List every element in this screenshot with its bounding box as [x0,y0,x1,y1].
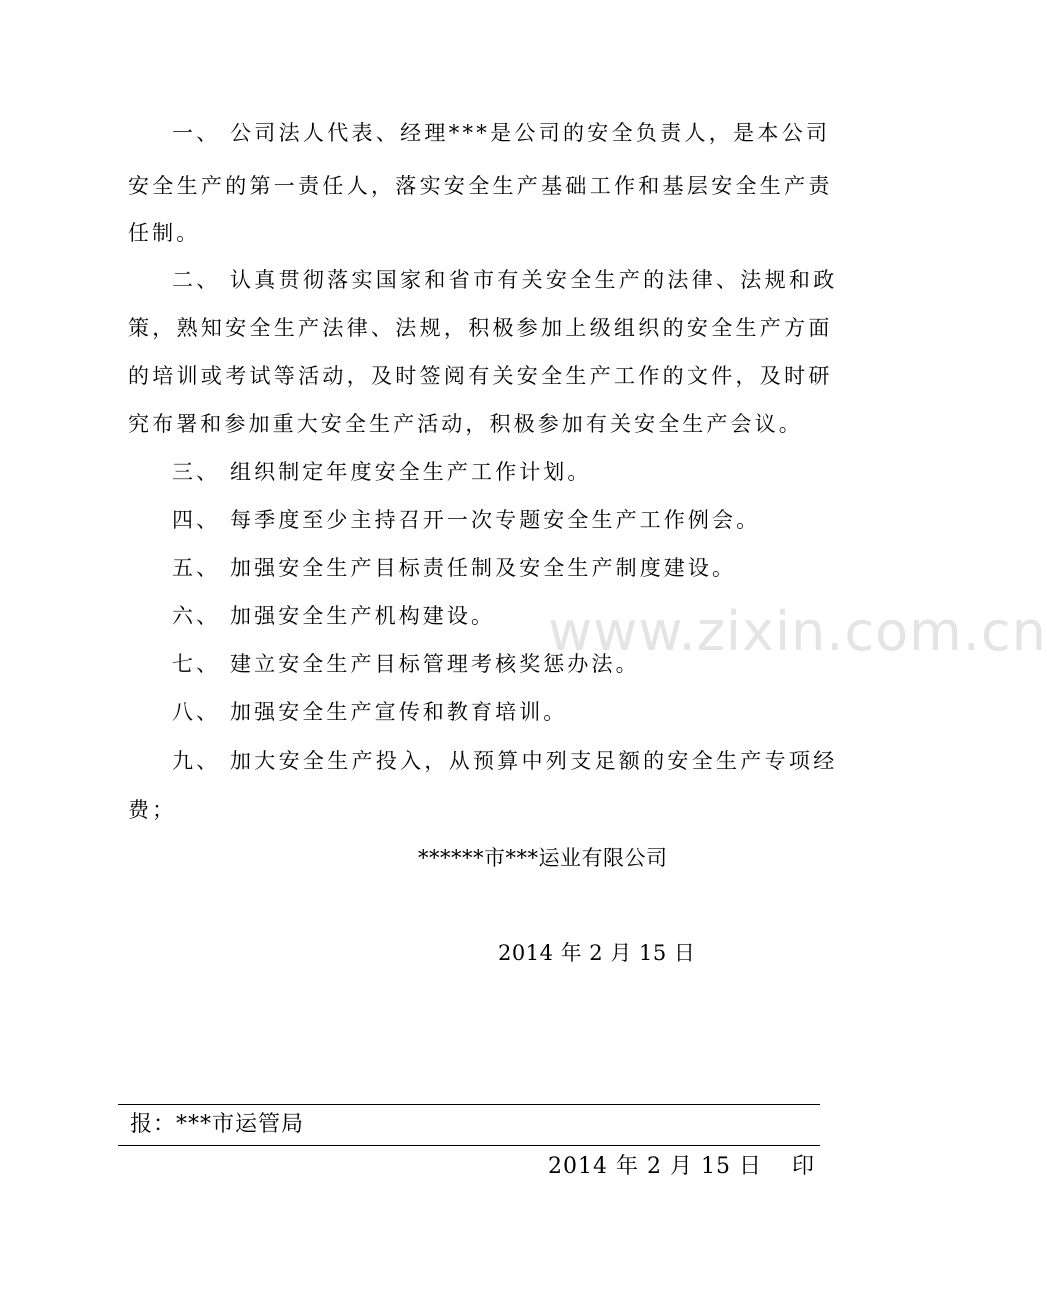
paragraph-text: 组织制定年度安全生产工作计划。 [230,460,592,484]
item-number: 七、 [172,652,221,676]
paragraph-8 [172,697,567,727]
paragraph-2-line-4: 究布署和参加重大安全生产活动，积极参加有关安全生产会议。 [128,412,803,436]
item-number: 八、 [172,700,221,724]
paragraph-1-line-1 [172,118,830,148]
paragraph-7 [172,649,640,679]
paragraph-text: 加强安全生产目标责任制及安全生产制度建设。 [230,556,737,580]
paragraph-5 [172,553,736,583]
item-number: 三、 [172,460,221,484]
paragraph-1-line-3: 任制。 [128,221,201,245]
paragraph-text: 建立安全生产目标管理考核奖惩办法。 [230,652,640,676]
item-number: 一、 [172,121,221,145]
item-number: 九、 [172,749,221,773]
footer-date-text: 2014 年 2 月 15 日 [548,1154,762,1179]
paragraph-1-line-2: 安全生产的第一责任人，落实安全生产基础工作和基层安全生产责 [128,174,833,198]
paragraph-text: 加强安全生产机构建设。 [230,604,496,628]
item-number: 五、 [172,556,221,580]
paragraph-6 [172,601,495,631]
paragraph-text: 加大安全生产投入，从预算中列支足额的安全生产专项经 [230,749,838,773]
item-number: 四、 [172,508,221,532]
paragraph-2-line-2: 策，熟知安全生产法律、法规，积极参加上级组织的安全生产方面 [128,316,833,340]
signature-company: ******市***运业有限公司 [418,846,668,870]
paragraph-text: 每季度至少主持召开一次专题安全生产工作例会。 [230,508,761,532]
paragraph-text: 公司法人代表、经理***是公司的安全负责人，是本公司 [230,121,831,145]
paragraph-9-line-2: 费； [128,798,177,822]
footer-top-rule [118,1104,820,1105]
paragraph-text: 认真贯彻落实国家和省市有关安全生产的法律、法规和政 [230,268,838,292]
paragraph-3 [172,457,592,487]
footer-report-to: 报：***市运管局 [130,1112,305,1137]
paragraph-2-line-1 [172,265,838,295]
item-number: 六、 [172,604,221,628]
item-number: 二、 [172,268,221,292]
signature-date: 2014 年 2 月 15 日 [498,941,696,965]
paragraph-4 [172,505,760,535]
footer-date [548,1152,815,1182]
paragraph-text: 加强安全生产宣传和教育培训。 [230,700,568,724]
paragraph-2-line-3: 的培训或考试等活动，及时签阅有关安全生产工作的文件，及时研 [128,364,833,388]
paragraph-9-line-1 [172,746,838,776]
watermark-text: www.zixin.com.cn [548,600,1047,663]
footer-seal-label: 印 [791,1154,815,1179]
footer-bottom-rule [118,1145,820,1146]
